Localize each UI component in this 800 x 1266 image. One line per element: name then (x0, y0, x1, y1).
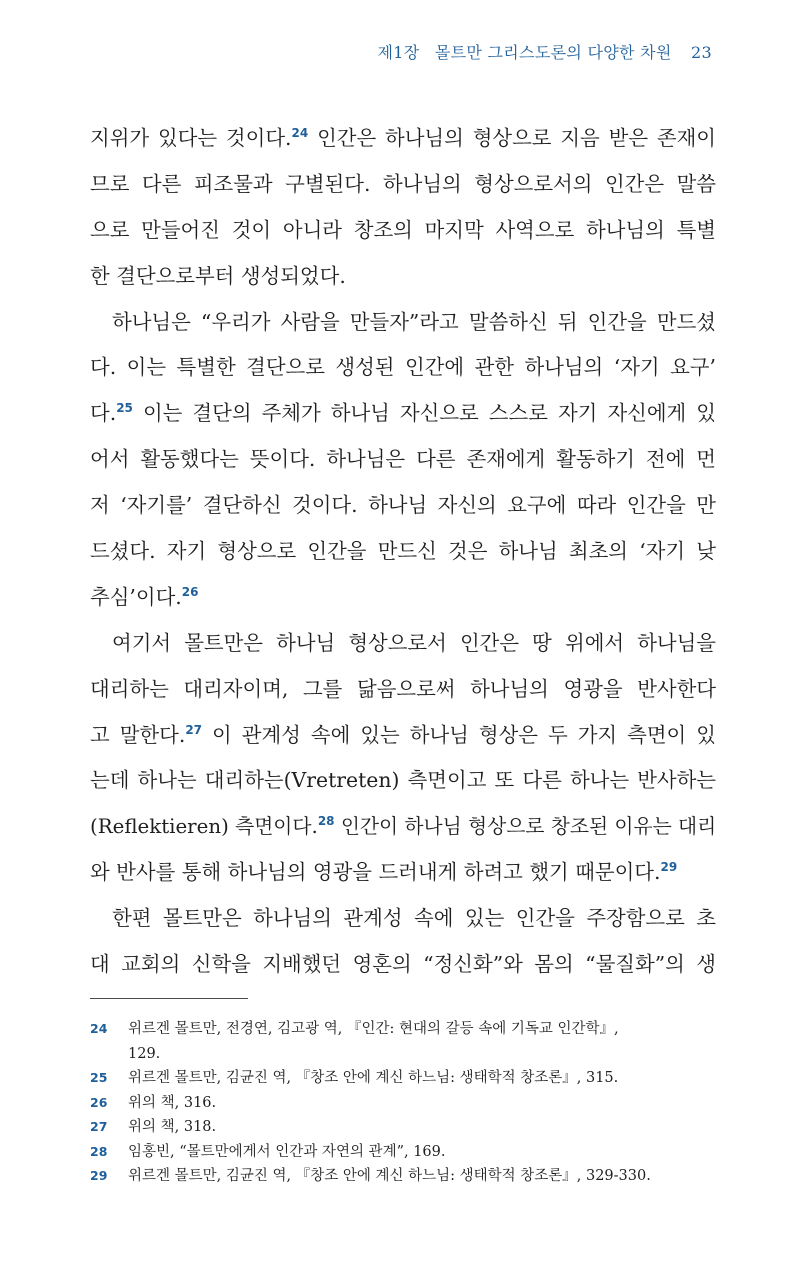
footnote (90, 1164, 730, 1189)
text-run: 드셨다. 자기 형상으로 인간을 만드신 것은 하나님 최초의 ‘자기 낮 (90, 539, 716, 564)
text-run: 어서 활동했다는 뜻이다. 하나님은 다른 존재에게 활동하기 전에 먼 (90, 447, 716, 472)
footnote (90, 1091, 730, 1116)
text-line (90, 758, 716, 804)
text-line (90, 116, 716, 162)
text-line (90, 162, 716, 208)
text-line (90, 345, 716, 391)
footnote-ref[interactable]: 24 (291, 126, 309, 140)
running-header (378, 40, 713, 63)
text-run: 인간은 하나님의 형상으로 지음 받은 존재이 (308, 126, 716, 150)
text-line (90, 804, 716, 850)
text-line (90, 300, 716, 346)
text-run: 한 결단으로부터 생성되었다. (90, 263, 346, 288)
footnote-text-cont: 129. (128, 1045, 161, 1062)
text-line (90, 667, 716, 713)
footnote-text: 위르겐 몰트만, 전경연, 김고광 역, 『인간: 현대의 갈등 속에 기독교 인간학』, (128, 1021, 619, 1037)
footnote-text: 위르겐 몰트만, 김균진 역, 『창조 안에 계신 하느님: 생태학적 창조론』, 315. (128, 1070, 619, 1086)
text-line (90, 254, 716, 300)
text-line (90, 942, 716, 988)
footnote (90, 1115, 730, 1140)
footnote-text: 위의 책, 318. (128, 1119, 217, 1135)
footnote (90, 1140, 730, 1165)
chapter-title: 몰트만 그리스도론의 다양한 차원 (434, 43, 672, 62)
footnotes (90, 1017, 730, 1189)
footnote-ref[interactable]: 27 (185, 722, 203, 737)
text-run: 지위가 있다는 것이다. (90, 126, 292, 150)
text-line (90, 850, 716, 896)
text-run: 다. (90, 401, 117, 426)
footnote-ref[interactable]: 26 (181, 584, 199, 599)
footnote-text: 위의 책, 316. (128, 1094, 217, 1111)
footnote-number: 25 (90, 1070, 108, 1085)
text-run: (Reflektieren) 측면이다. (90, 815, 318, 839)
text-run: 므로 다른 피조물과 구별된다. 하나님의 형상으로서의 인간은 말씀 (90, 171, 716, 196)
footnote (90, 1017, 730, 1066)
text-run: 대 교회의 신학을 지배했던 영혼의 “정신화”와 몸의 “물질화”의 생 (90, 952, 716, 977)
text-run: 와 반사를 통해 하나님의 영광을 드러내게 하려고 했기 때문이다. (90, 860, 661, 885)
footnote-divider (90, 998, 248, 999)
text-run: 는데 하나는 대리하는(Vretreten) 측면이고 또 다른 하나는 반사하는 (90, 768, 716, 793)
footnote-number: 24 (90, 1021, 108, 1036)
text-line (90, 437, 716, 483)
text-run: 한편 몰트만은 하나님의 관계성 속에 있는 인간을 주장함으로 초 (112, 906, 716, 931)
text-run: 인간이 하나님 형상으로 창조된 이유는 대리 (334, 815, 717, 839)
text-run: 대리하는 대리자이며, 그를 닮음으로써 하나님의 영광을 반사한다 (90, 676, 716, 701)
text-run: 이는 결단의 주체가 하나님 자신으로 스스로 자기 자신에게 있 (132, 401, 716, 426)
text-line (90, 713, 716, 759)
footnote-text: 임홍빈, “몰트만에게서 인간과 자연의 관계”, 169. (128, 1143, 446, 1160)
text-line (90, 575, 716, 621)
page-number: 23 (691, 43, 712, 62)
text-line (90, 621, 716, 667)
chapter-label: 제1장 (377, 43, 420, 62)
footnote-ref[interactable]: 29 (660, 860, 678, 875)
text-run: 추심’이다. (90, 584, 182, 609)
text-line (90, 896, 716, 942)
footnote-number: 26 (90, 1094, 108, 1110)
text-line (90, 208, 716, 254)
footnote-number: 27 (90, 1119, 108, 1134)
footnote (90, 1066, 730, 1091)
text-run: 다. 이는 특별한 결단으로 생성된 인간에 관한 하나님의 ‘자기 요구’ (90, 355, 716, 380)
text-run: 고 말한다. (90, 722, 186, 747)
footnote-number: 29 (90, 1168, 108, 1183)
text-run: 이 관계성 속에 있는 하나님 형상은 두 가지 측면이 있 (202, 722, 716, 747)
text-run: 하나님은 “우리가 사람을 만들자”라고 말씀하신 뒤 인간을 만드셨 (112, 309, 716, 334)
body-text (90, 116, 716, 988)
text-line (90, 391, 716, 437)
text-line (90, 483, 716, 529)
text-run: 여기서 몰트만은 하나님 형상으로서 인간은 땅 위에서 하나님을 (112, 630, 716, 655)
footnote-ref[interactable]: 25 (116, 401, 133, 416)
text-run: 으로 만들어진 것이 아니라 창조의 마지막 사역으로 하나님의 특별 (90, 217, 716, 242)
footnote-ref[interactable]: 28 (317, 814, 335, 829)
footnote-number: 28 (90, 1143, 108, 1159)
footnote-text: 위르겐 몰트만, 김균진 역, 『창조 안에 계신 하느님: 생태학적 창조론』, 329-330. (128, 1168, 651, 1184)
text-run: 저 ‘자기를’ 결단하신 것이다. 하나님 자신의 요구에 따라 인간을 만 (90, 493, 716, 518)
text-line (90, 529, 716, 575)
